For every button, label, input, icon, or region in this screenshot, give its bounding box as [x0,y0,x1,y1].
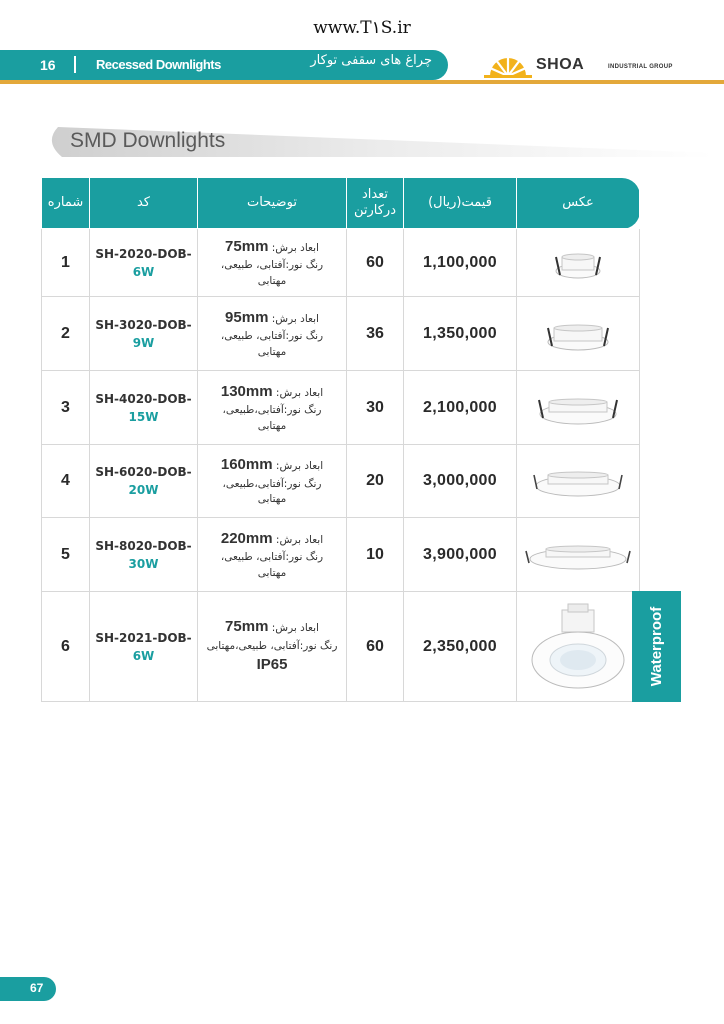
price-table [41,177,640,702]
light-color-cont: مهتابی [257,493,287,506]
cut-label: ابعاد برش: [275,460,324,472]
cut-size: 130mm [220,382,273,400]
light-color-cont: مهتابی [257,345,287,358]
catalog-page-number: 16 [40,57,56,73]
header-description: توضیحات [198,178,347,229]
row-number: 4 [42,445,90,518]
cut-label: ابعاد برش: [271,622,319,635]
price-rial: 1,100,000 [404,229,517,297]
header-quantity-line1: تعداد [361,186,389,202]
carton-quantity: 36 [347,297,404,371]
product-code-text: SH-2021-DOB- [95,630,192,645]
row-number: 6 [42,592,90,702]
product-photo [517,592,640,702]
footer-badge [0,977,56,1001]
product-power: 9W [132,335,155,350]
row-number: 5 [42,518,90,592]
product-code [90,445,198,518]
cut-size: 75mm [225,237,269,255]
product-photo [517,297,640,371]
light-color: رنگ نور:آفتابی، طبیعی، [220,330,324,342]
row-number: 3 [42,371,90,445]
product-description [198,229,347,297]
waterproof-badge [632,591,681,702]
product-photo [517,445,640,518]
light-color-cont: مهتابی [257,419,287,432]
price-rial: 2,100,000 [404,371,517,445]
product-description [198,371,347,445]
product-power: 15W [128,409,159,424]
carton-quantity: 60 [347,592,404,702]
product-photo [517,371,640,445]
cut-label: ابعاد برش: [275,386,324,399]
product-power: 20W [128,483,159,497]
header-title: Recessed Downlights [96,57,221,72]
price-rial: 1,350,000 [404,297,517,371]
cut-label: ابعاد برش: [271,241,319,254]
product-code [90,371,198,445]
footer-page-number: 67 [30,981,44,995]
table-row [42,371,640,445]
cut-size: 220mm [220,529,273,547]
shoa-logo [484,50,704,80]
table-row [42,592,640,702]
sun-logo-icon [484,52,532,78]
product-code-text: SH-4020-DOB- [95,391,192,406]
site-url: www.T۱S.ir [313,18,411,38]
product-code [90,592,198,702]
product-code-text: SH-2020-DOB- [95,246,192,261]
carton-quantity: 20 [347,445,404,518]
header-title-fa: چراغ های سقفی توکار [310,53,432,68]
light-color: رنگ نور:آفتابی، طبیعی، [220,259,324,271]
row-number: 1 [42,229,90,297]
table-row [42,229,640,297]
table-row [42,518,640,592]
table-row [42,445,640,518]
product-code [90,229,198,297]
product-photo [517,518,640,592]
header-photo: عکس [517,178,640,229]
price-rial: 2,350,000 [404,592,517,702]
product-description [198,445,347,518]
table-row [42,297,640,371]
cut-size: 75mm [225,618,269,636]
downlight-image [522,535,634,575]
price-rial: 3,900,000 [404,518,517,592]
product-photo [517,229,640,297]
header-number: شماره [42,178,90,229]
carton-quantity: 10 [347,518,404,592]
header-underline [0,80,724,84]
section-heading [44,127,714,157]
row-number: 2 [42,297,90,371]
light-color: رنگ نور:آفتابی، طبیعی،مهتابی [206,639,338,652]
product-description [198,297,347,371]
light-color-cont: مهتابی [257,274,287,287]
product-code [90,297,198,371]
downlight-image [548,243,608,283]
product-code [90,518,198,592]
cut-size: 95mm [225,308,269,326]
cut-label: ابعاد برش: [271,312,319,325]
product-power: 6W [132,264,155,279]
light-color: رنگ نور:آفتابی،طبیعی، [222,404,322,416]
light-color-cont: مهتابی [257,566,287,579]
header-separator [74,56,76,73]
carton-quantity: 60 [347,229,404,297]
waterproof-downlight-image [528,602,628,692]
carton-quantity: 30 [347,371,404,445]
downlight-image [540,314,616,354]
header-quantity-line2: درکارتن [353,203,396,218]
section-title: SMD Downlights [70,129,226,152]
product-description [198,518,347,592]
ip-rating: IP65 [256,656,288,674]
header-quantity [347,178,404,229]
light-color: رنگ نور:آفتابی،طبیعی، [222,477,322,490]
cut-size: 160mm [220,456,273,473]
header-price: قیمت(ریال) [404,178,517,229]
logo-subtitle: INDUSTRIAL GROUP [608,64,673,70]
product-code-text: SH-6020-DOB- [95,465,192,479]
product-code-text: SH-8020-DOB- [95,538,192,553]
downlight-image [533,388,623,428]
table-header-row [42,178,640,229]
waterproof-label: Waterproof [648,606,666,687]
product-power: 30W [128,556,159,571]
logo-brand: SHOA [536,56,585,73]
downlight-image [528,461,628,501]
price-rial: 3,000,000 [404,445,517,518]
light-color: رنگ نور:آفتابی، طبیعی، [220,551,324,563]
product-power: 6W [132,648,155,663]
cut-label: ابعاد برش: [275,533,324,546]
product-code-text: SH-3020-DOB- [95,317,192,332]
product-description [198,592,347,702]
header-code: کد [90,178,198,229]
